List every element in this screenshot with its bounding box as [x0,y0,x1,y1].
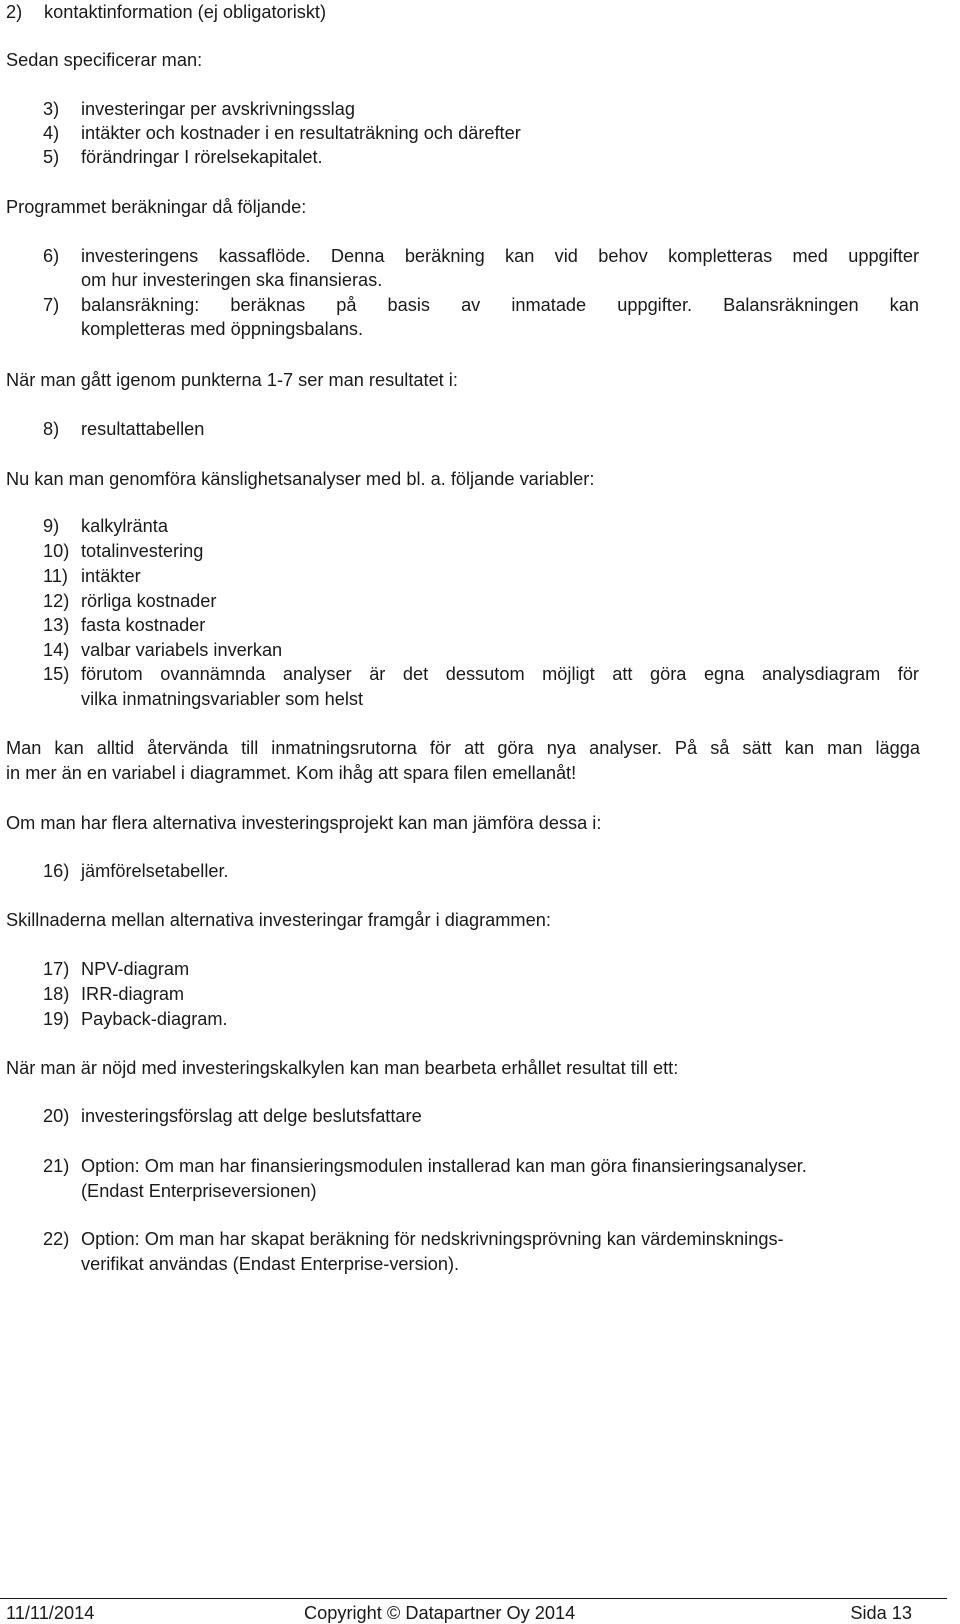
list-item-text: jämförelsetabeller. [81,861,229,881]
list-number: 12) [43,591,70,611]
paragraph: När man är nöjd med investeringskalkylen kan man bearbeta erhållet resultat till ett: [6,1058,679,1078]
list-item-text: Option: Om man har skapat beräkning för nedskrivningsprövning kan värdeminsknings- [81,1229,784,1249]
list-number: 11) [43,566,68,586]
list-number: 22) [43,1229,70,1249]
footer-divider [0,1598,947,1599]
list-item-text: investeringsförslag att delge beslutsfattare [81,1106,422,1126]
footer-page-number: Sida 13 [850,1603,912,1623]
list-number: 21) [43,1156,70,1176]
list-item-text: fasta kostnader [81,615,206,635]
paragraph: Om man har flera alternativa investeringsprojekt kan man jämföra dessa i: [6,813,602,833]
list-number: 10) [43,541,70,561]
footer-date: 11/11/2014 [6,1603,95,1623]
list-item-text: kontaktinformation (ej obligatoriskt) [44,2,327,22]
list-number: 13) [43,615,70,635]
list-item-text: NPV-diagram [81,959,190,979]
paragraph: Programmet beräkningar då följande: [6,197,307,217]
list-number: 5) [43,147,60,167]
list-item-text: resultattabellen [81,419,205,439]
list-number: 3) [43,99,60,119]
paragraph: När man gått igenom punkterna 1-7 ser man resultatet i: [6,370,458,390]
list-item-text: förändringar I rörelsekapitalet. [81,147,323,167]
paragraph: Sedan specificerar man: [6,50,203,70]
list-item-text: kalkylränta [81,516,168,536]
footer-copyright: Copyright © Datapartner Oy 2014 [304,1603,576,1623]
paragraph: Skillnaderna mellan alternativa investeringar framgår i diagrammen: [6,910,551,930]
paragraph: in mer än en variabel i diagrammet. Kom ihåg att spara filen emellanåt! [6,763,577,783]
list-item-text: investeringar per avskrivningsslag [81,99,355,119]
list-item-text: Option: Om man har finansieringsmodulen installerad kan man göra finansieringsanalyser. [81,1156,807,1176]
list-item-text: vilka inmatningsvariabler som helst [81,689,364,709]
list-number: 15) [43,664,70,684]
list-number: 6) [43,246,60,266]
list-number: 9) [43,516,60,536]
list-number: 16) [43,861,70,881]
list-item-text: intäkter och kostnader i en resultaträkning och därefter [81,123,521,143]
list-item-text: verifikat användas (Endast Enterprise-version). [81,1254,460,1274]
list-number: 17) [43,959,70,979]
list-item-text: Payback-diagram. [81,1009,228,1029]
paragraph: Nu kan man genomföra känslighetsanalyser med bl. a. följande variabler: [6,469,595,489]
list-item-text: intäkter [81,566,141,586]
paragraph: Man kan alltid återvända till inmatningsrutorna för att göra nya analyser. På så sätt kan man lägga [6,738,920,758]
list-item-text: förutom ovannämnda analyser är det dessutom möjligt att göra egna analysdiagram för [81,664,919,684]
list-item-text: valbar variabels inverkan [81,640,283,660]
list-item-text: investeringens kassaflöde. Denna beräkning kan vid behov kompletteras med uppgifter [81,246,919,266]
list-number: 4) [43,123,60,143]
list-number: 2) [6,2,23,22]
list-number: 14) [43,640,70,660]
list-item-text: totalinvestering [81,541,204,561]
list-item-text: IRR-diagram [81,984,185,1004]
list-number: 20) [43,1106,70,1126]
list-item-text: (Endast Enterpriseversionen) [81,1181,317,1201]
list-item-text: kompletteras med öppningsbalans. [81,319,364,339]
list-number: 8) [43,419,60,439]
list-item-text: balansräkning: beräknas på basis av inmatade uppgifter. Balansräkningen kan [81,295,919,315]
list-number: 19) [43,1009,70,1029]
list-item-text: rörliga kostnader [81,591,217,611]
list-number: 7) [43,295,60,315]
list-item-text: om hur investeringen ska finansieras. [81,270,383,290]
list-number: 18) [43,984,70,1004]
